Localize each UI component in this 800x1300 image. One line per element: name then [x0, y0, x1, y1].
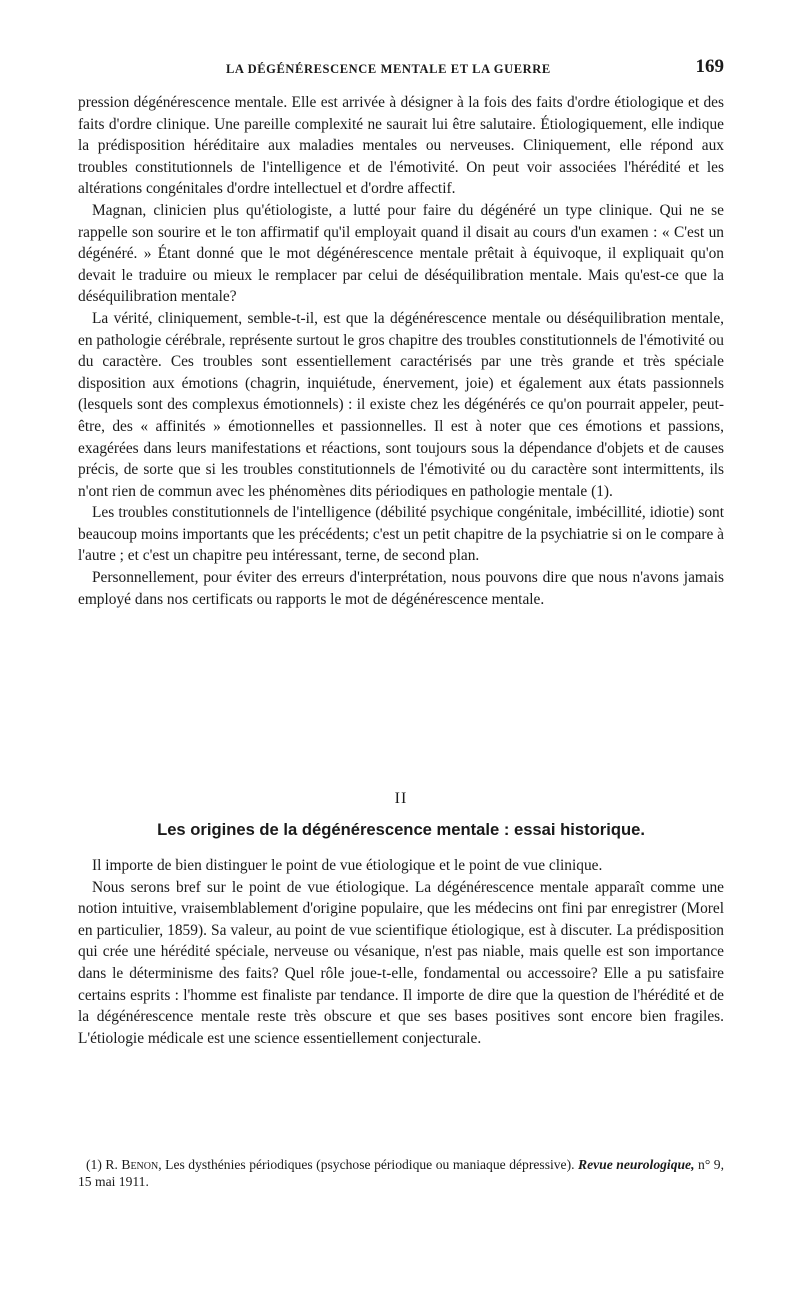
page-header: [78, 56, 724, 84]
paragraph: Les troubles constitutionnels de l'intelligence (débilité psychique congénitale, imbécillité, idiotie) sont beaucoup moins importants que les précédents; c'est un petit chapitre de la psychiatrie si on le compare à l'autre ; et c'est un chapitre peu intéressant, terne, de second plan.: [78, 504, 724, 565]
footnote-text: Les dysthénies périodiques (psychose périodique ou maniaque dépressive).: [165, 1157, 575, 1172]
footnote-reference: n° 9, 15 mai 1911.: [78, 1157, 724, 1189]
section-number: II: [394, 790, 408, 807]
paragraph: Nous serons bref sur le point de vue étiologique. La dégénérescence mentale apparaît comme une notion intuitive, vraisemblablement d'origine populaire, que les médecins ont fini par enregistrer (Morel en particulier, 1859). Sa valeur, au point de vue scientifique étiologique, est à discuter. La prédisposition qui crée une hérédité spéciale, nerveuse ou vésanique, n'est pas niable, mais quelle est son importance dans le déterminisme des faits? Quel rôle joue-t-elle, fondamental ou accessoire? Elle a pu satisfaire certains esprits : l'homme est finaliste par tendance. Il importe de dire que la question de l'hérédité et de la dégénérescence mentale reste très obscure et que ses bases positives sont encore bien fragiles. L'étiologie médicale est une science essentiellement conjecturale.: [78, 878, 724, 1047]
page-number: 169: [695, 56, 724, 77]
footnote: [78, 1156, 724, 1190]
body-text-bottom: [78, 855, 724, 1049]
body-text-top: [78, 92, 724, 610]
section-title: Les origines de la dégénérescence mentale : essai historique.: [157, 820, 645, 839]
footnote-marker: (1): [86, 1157, 102, 1172]
running-title: LA DÉGÉNÉRESCENCE MENTALE ET LA GUERRE: [226, 62, 551, 76]
paragraph: Personnellement, pour éviter des erreurs d'interprétation, nous pouvons dire que nous n'avons jamais employé dans nos certificats ou rapports le mot de dégénérescence mentale.: [78, 569, 724, 608]
footnote-author: R. Benon,: [105, 1157, 162, 1172]
paragraph: pression dégénérescence mentale. Elle est arrivée à désigner à la fois des faits d'ordre étiologique et des faits d'ordre clinique. Une pareille complexité ne saurait lui être salutaire. Étiologiquement, elle indique la prédisposition héréditaire aux maladies mentales ou nerveuses. Cliniquement, elle répond aux troubles constitutionnels de l'intelligence et de l'émotivité. On peut voir associées l'hérédité et les altérations congénitales d'ordre intellectuel et d'ordre affectif.: [78, 94, 724, 198]
paragraph: La vérité, cliniquement, semble-t-il, est que la dégénérescence mentale ou déséquilibration mentale, en pathologie cérébrale, représente surtout le gros chapitre des troubles constitutionnels de l'émotivité ou du caractère. Ces troubles sont essentiellement caractérisés par une très grande et très spéciale disposition aux émotions (chagrin, inquiétude, énervement, joie) et également aux états passionnels (lesquels sont des complexus émotionnels) : il existe chez les dégénérés ce qu'on pourrait appeler, peut-être, des « affinités » émotionnelles et passionnelles. Il est à noter que ces émotions et passions, exagérées dans leurs manifestations et réactions, sont toujours sous la dépendance d'objets et de causes précis, de sorte que si les troubles constitutionnels de l'émotivité ou du caractère sont intermittents, ils n'ont rien de commun avec les phénomènes dits périodiques en pathologie mentale (1).: [78, 309, 724, 500]
paragraph: Il importe de bien distinguer le point de vue étiologique et le point de vue clinique.: [92, 857, 603, 874]
footnote-journal: Revue neurologique,: [578, 1157, 695, 1172]
paragraph: Magnan, clinicien plus qu'étiologiste, a lutté pour faire du dégénéré un type clinique. Qui ne se rappelle son sourire et le ton affirmatif qu'il employait quand il disait au cours d'un examen : « C'est un dégénéré. » Étant donné que le mot dégénérescence mentale prêtait à équivoque, il expliquait qu'on devait le traduire ou mieux le remplacer par celui de déséquilibration mentale. Mais qu'est-ce que la déséquilibration mentale?: [78, 201, 724, 306]
